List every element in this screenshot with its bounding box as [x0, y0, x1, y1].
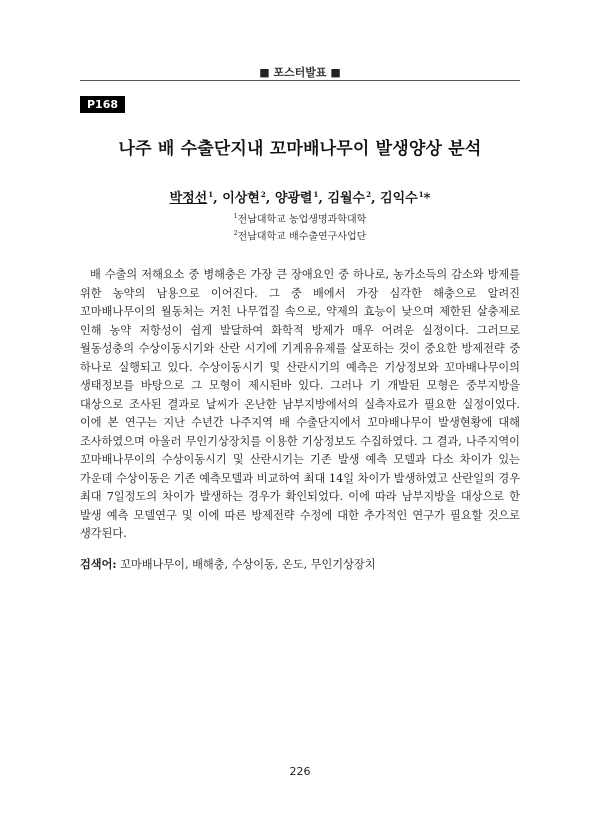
page-number: 226 [289, 765, 311, 778]
keywords-line [80, 556, 520, 572]
keywords-label: 검색어: [80, 557, 117, 571]
affiliation-line [60, 227, 540, 244]
author-separator: , [213, 191, 223, 206]
author-affiliation-mark: 1 [313, 189, 319, 199]
section-header: ■ 포스터발표 ■ [259, 66, 341, 79]
author-separator: , [265, 191, 275, 206]
author-affiliation-mark: 1 [418, 189, 424, 199]
author-affiliation-mark: 1 [208, 189, 214, 199]
author-name: 양광렬 [274, 191, 313, 206]
affiliation-text: 전남대학교 배수출연구사업단 [237, 231, 367, 243]
affiliation-mark: 1 [233, 213, 238, 220]
author-affiliation-mark: 2 [260, 189, 266, 199]
poster-code-badge: P168 [80, 96, 125, 113]
paper-title: 나주 배 수출단지내 꼬마배나무이 발생양상 분석 [118, 139, 482, 159]
author-separator: , [318, 191, 328, 206]
author-name: 이상현 [222, 191, 260, 206]
affiliation-list [60, 210, 540, 245]
author-name: 김월수 [327, 191, 366, 206]
author-affiliation-mark: 2 [366, 189, 371, 199]
keywords-text: 꼬마배나무이, 배해충, 수상이동, 온도, 무인기상장치 [120, 558, 376, 571]
header-divider [80, 80, 520, 81]
author-separator: * [423, 191, 431, 206]
affiliation-line [60, 210, 540, 227]
author-name: 박정선 [169, 191, 208, 206]
author-separator: , [371, 191, 381, 206]
affiliation-text: 전남대학교 농업생명과학대학 [237, 214, 367, 226]
abstract-body: 배 수출의 저해요소 중 병해충은 가장 큰 장애요인 중 하나로, 농가소득의 감소와 방제를 위한 농약의 남용으로 이어진다. 그 중 배에서 가장 심각한 해충으로 알려진 꼬마배나무이의 월동처는 거친 나무껍질 속으로, 약제의 효능이 낮으며 제한된 살충제로 인해 농약 저항성이 쉽게 발달하여 화학적 방제가 매우 어려운 실정이다. 그러므로 월동성충의 수상이동시기와 산란 시기에 기계유유제를 살포하는 것이 중요한 방제전략 중 하나로 실행되고 있다. 수상이동시기 및 산란시기의 예측은 기상정보와 꼬마배나무이의 생태정보를 바탕으로 그 모형이 제시된바 있다. 그러나 기 개발된 모형은 중부지방을 대상으로 조사된 결과로 날씨가 온난한 남부지방에서의 실측자료가 필요한 실정이었다. 이에 본 연구는 지난 수년간 나주지역 배 수출단지에서 꼬마배나무이 발생현황에 대해 조사하였으며 아울러 무인기상장치를 이용한 기상정보도 수집하였다. 그 결과, 나주지역이 꼬마배나무이의 수상이동시기 및 산란시기는 기존 발생 예측 모델과 다소 차이가 있는 가운데 수상이동은 기존 예측모델과 비교하여 최대 14일 차이가 발생하였고 산란일의 경우 최대 7일정도의 차이가 발생하는 경우가 확인되었다. 이에 따라 남부지방을 대상으로 한 발생 예측 모델연구 및 이에 따른 방제전략 수정에 대한 추가적인 연구가 필요할 것으로 생각된다. [80, 268, 520, 540]
author-name: 김익수 [380, 191, 418, 206]
author-list [60, 187, 540, 206]
affiliation-mark: 2 [233, 230, 238, 238]
